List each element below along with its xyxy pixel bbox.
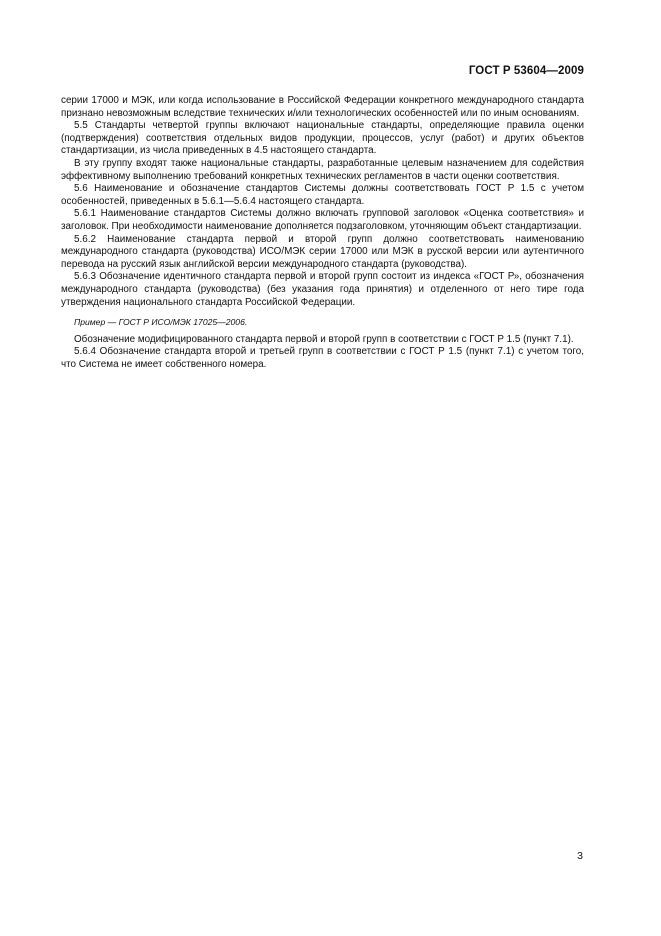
paragraph-5-6-3: 5.6.3 Обозначение идентичного стандарта первой и второй групп состоит из индекса «ГОСТ Р», обозначения международного стандарта (руководства) (без указания года принятия) и отделенного от него тире года утверждения национального стандарта Российской Федерации. xyxy=(61,271,584,308)
paragraph-5-6-4: 5.6.4 Обозначение стандарта второй и третьей групп в соответствии с ГОСТ Р 1.5 (пункт 7.1) с учетом того, что Система не имеет собственного номера. xyxy=(61,346,584,370)
document-body xyxy=(61,95,584,371)
paragraph-5-6: 5.6 Наименование и обозначение стандартов Системы должны соответствовать ГОСТ Р 1.5 с учетом особенностей, приведенных в 5.6.1—5.6.4 настоящего стандарта. xyxy=(61,183,584,207)
document-header-number: ГОСТ Р 53604—2009 xyxy=(468,65,584,77)
example-note: Пример — ГОСТ Р ИСО/МЭК 17025—2006. xyxy=(74,317,248,328)
paragraph-5-5: 5.5 Стандарты четвертой группы включают национальные стандарты, определяющие правила оценки (подтверждения) соответствия отдельных видов продукции, процессов, услуг (работ) и других объектов стандартизации, из числа приведенных в 4.5 настоящего стандарта. xyxy=(61,120,584,157)
paragraph-5-6-1: 5.6.1 Наименование стандартов Системы должно включать групповой заголовок «Оценка соответствия» и заголовок. При необходимости наименование дополняется подзаголовком, уточняющим объект стандартизации. xyxy=(61,208,584,232)
paragraph-continuation: серии 17000 и МЭК, или когда использование в Российской Федерации конкретного международного стандарта признано невозможным вследствие технических и/или технологических особенностей или по иным основаниям. xyxy=(61,95,584,119)
paragraph-5-5-extra: В эту группу входят также национальные стандарты, разработанные целевым назначением для содействия эффективному выполнению требований конкретных технических регламентов в части оценки соответствия. xyxy=(61,157,584,182)
page-number: 3 xyxy=(577,850,583,862)
paragraph-5-6-2: 5.6.2 Наименование стандарта первой и второй групп должно соответствовать наименованию международного стандарта (руководства) ИСО/МЭК серии 17000 или МЭК в русской версии или аутентичного перевода на русский язык английской версии международного стандарта (руководства). xyxy=(61,233,584,270)
paragraph-modified-designation: Обозначение модифицированного стандарта первой и второй групп в соответствии с ГОСТ Р 1.5 (пункт 7.1). xyxy=(74,333,574,345)
